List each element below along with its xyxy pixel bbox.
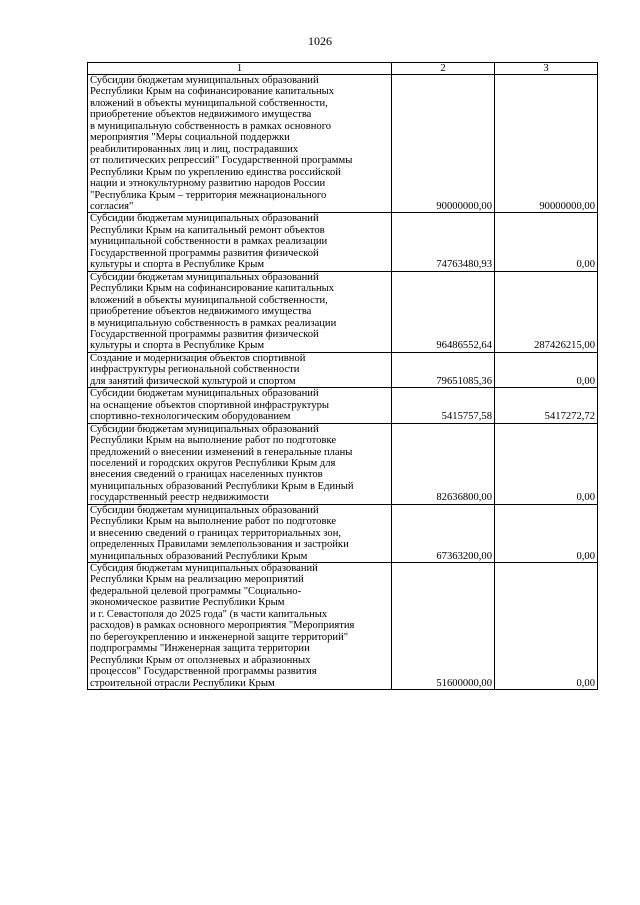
description-line: определенных Правилами землепользования и застройки	[90, 539, 349, 551]
budget-table	[87, 62, 598, 690]
description-line: расходов) в рамках основного мероприятия "Мероприятия	[90, 620, 355, 632]
amount-col-2: 90000000,00	[392, 75, 495, 213]
description-line: для занятий физической культурой и спортом	[90, 375, 296, 387]
description-line: государственный реестр недвижимости	[90, 492, 269, 504]
description-line: Субсидии бюджетам муниципальных образований	[90, 75, 319, 86]
description-line: по берегоукреплению и инженерной защите территорий"	[90, 631, 349, 643]
row-description	[88, 271, 392, 352]
description-line: и г. Севастополя до 2025 года" (в части капитальных	[90, 608, 328, 620]
description-line: экономическое развитие Республики Крым	[90, 597, 285, 609]
row-description	[88, 213, 392, 271]
amount-col-3: 5417272,72	[495, 388, 598, 423]
description-line: Субсидии бюджетам муниципальных образований	[90, 271, 319, 283]
description-line: в муниципальную собственность в рамках основного	[90, 120, 332, 132]
description-line: Республики Крым на капитальный ремонт объектов	[90, 224, 325, 236]
description-line: согласия"	[90, 200, 134, 212]
description-line: внесения сведений о границах населенных пунктов	[90, 469, 323, 481]
description-line: Субсидии бюджетам муниципальных образований	[90, 423, 319, 435]
row-description	[88, 388, 392, 423]
table-row	[88, 388, 598, 423]
table-row	[88, 504, 598, 562]
table-row	[88, 213, 598, 271]
description-line: культуры и спорта в Республике Крым	[90, 340, 265, 352]
description-line: муниципальных образований Республики Крым	[90, 550, 308, 562]
description-line: Республики Крым на выполнение работ по подготовке	[90, 435, 337, 447]
amount-col-3: 287426215,00	[495, 271, 598, 352]
description-line: приобретение объектов недвижимого имущества	[90, 109, 312, 121]
row-description	[88, 423, 392, 504]
table-row	[88, 75, 598, 213]
description-line: Субсидии бюджетам муниципальных образований	[90, 388, 319, 400]
description-line: поселений и городских округов Республики Крым для	[90, 457, 336, 469]
description-line: Республики Крым на реализацию мероприятий	[90, 574, 304, 586]
description-line: нации и этнокультурному развитию народов России	[90, 178, 326, 190]
description-line: и внесению сведений о границах территориальных зон,	[90, 527, 342, 539]
description-line: муниципальных образований Республики Крым в Единый	[90, 480, 354, 492]
table-row	[88, 423, 598, 504]
description-line: Государственной программы развития физической	[90, 328, 319, 340]
description-line: "Республика Крым – территория межнационального	[90, 189, 327, 201]
description-line: Республики Крым от оползневых и абразионных	[90, 654, 311, 666]
amount-col-2: 51600000,00	[392, 563, 495, 690]
amount-col-3: 0,00	[495, 563, 598, 690]
description-line: процессов" Государственной программы развития	[90, 666, 317, 678]
amount-col-2: 82636800,00	[392, 423, 495, 504]
description-line: предложений о внесении изменений в генеральные планы	[90, 446, 353, 458]
description-line: спортивно-технологическим оборудованием	[90, 411, 291, 423]
description-line: федеральной целевой программы "Социально-	[90, 585, 302, 597]
description-line: Республики Крым по укреплению единства российской	[90, 166, 341, 178]
description-line: Республики Крым на софинансирование капитальных	[90, 86, 335, 98]
column-header-3: 3	[495, 63, 598, 75]
description-line: Субсидии бюджетам муниципальных образований	[90, 504, 319, 516]
amount-col-2: 79651085,36	[392, 352, 495, 387]
row-description	[88, 75, 392, 213]
description-line: от политических репрессий" Государственной программы	[90, 155, 353, 167]
description-line: реабилитированных лиц и лиц, пострадавших	[90, 143, 299, 155]
description-line: муниципальной собственности в рамках реализации	[90, 236, 328, 248]
table-row	[88, 563, 598, 690]
description-line: Республики Крым на выполнение работ по подготовке	[90, 516, 337, 528]
amount-col-2: 96486552,64	[392, 271, 495, 352]
description-line: Субсидия бюджетам муниципальных образований	[90, 563, 318, 575]
amount-col-3: 90000000,00	[495, 75, 598, 213]
page-number: 1026	[308, 34, 332, 48]
row-description	[88, 504, 392, 562]
amount-col-3: 0,00	[495, 423, 598, 504]
amount-col-3: 0,00	[495, 504, 598, 562]
description-line: Создание и модернизация объектов спортивной	[90, 352, 306, 364]
description-line: Субсидии бюджетам муниципальных образований	[90, 213, 319, 225]
amount-col-2: 74763480,93	[392, 213, 495, 271]
amount-col-2: 67363200,00	[392, 504, 495, 562]
description-line: культуры и спорта в Республике Крым	[90, 259, 265, 271]
table-row	[88, 271, 598, 352]
amount-col-2: 5415757,58	[392, 388, 495, 423]
column-header-2: 2	[392, 63, 495, 75]
description-line: подпрограммы "Инженерная защита территории	[90, 643, 310, 655]
description-line: вложений в объекты муниципальной собственности,	[90, 294, 328, 306]
description-line: на оснащение объектов спортивной инфраструктуры	[90, 399, 329, 411]
row-description	[88, 563, 392, 690]
amount-col-3: 0,00	[495, 352, 598, 387]
description-line: вложений в объекты муниципальной собственности,	[90, 97, 328, 109]
description-line: приобретение объектов недвижимого имущества	[90, 306, 312, 318]
description-line: инфраструктуры региональной собственности	[90, 364, 300, 376]
table-header-row	[88, 63, 598, 75]
description-line: Республики Крым на софинансирование капитальных	[90, 283, 335, 295]
amount-col-3: 0,00	[495, 213, 598, 271]
description-line: Государственной программы развития физической	[90, 247, 319, 259]
table-body	[88, 75, 598, 690]
description-line: в муниципальную собственность в рамках реализации	[90, 317, 337, 329]
description-line: мероприятия "Меры социальной поддержки	[90, 132, 290, 144]
description-line: строительной отрасли Республики Крым	[90, 677, 275, 689]
column-header-1: 1	[88, 63, 392, 75]
row-description	[88, 352, 392, 387]
table-row	[88, 352, 598, 387]
